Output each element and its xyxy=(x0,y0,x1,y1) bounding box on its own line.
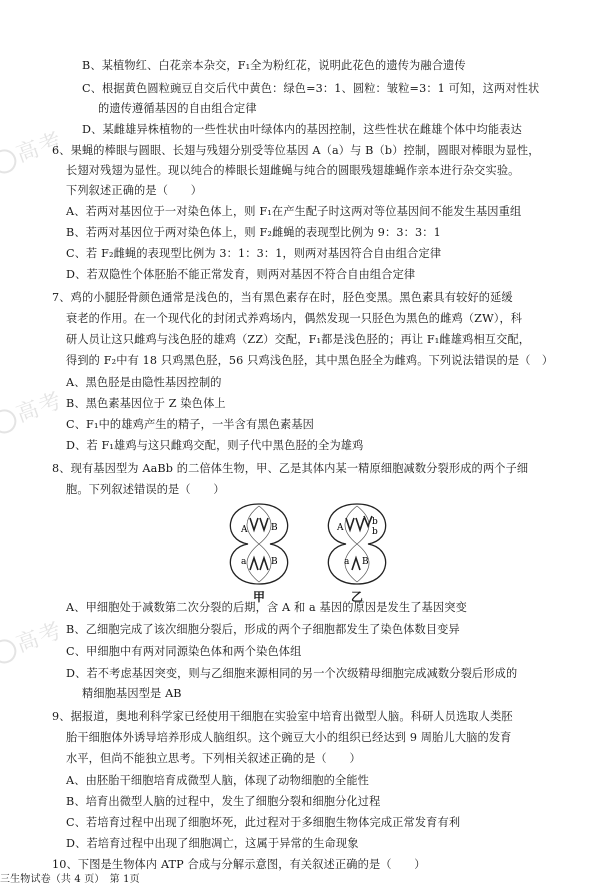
text-line: B、乙细胞完成了该次细胞分裂后，形成的两个子细胞都发生了染色体数目变异 xyxy=(66,623,460,636)
text-line: A、黑色胫是由隐性基因控制的 xyxy=(66,376,222,389)
text-line: 衰老的作用。在一个现代化的封闭式养鸡场内，偶然发现一只胫色为黑色的雌鸡（ZW），科 xyxy=(66,312,523,325)
text-line: 下列叙述正确的是（ ） xyxy=(66,184,203,197)
gene-label: a xyxy=(344,557,350,567)
text-line: B、黑色素基因位于 Z 染色体上 xyxy=(66,397,226,410)
gene-label: b xyxy=(372,517,378,527)
text-line: 的遗传遵循基因的自由组合定律 xyxy=(98,102,257,115)
cell-jia-label: 甲 xyxy=(253,590,266,604)
watermark-text: 高考 xyxy=(13,127,67,168)
cell-jia-drawing xyxy=(214,500,304,588)
text-line: D、若不考虑基因突变，则与乙细胞来源相同的另一个次级精母细胞完成减数分裂后形成的 xyxy=(66,667,518,680)
text-line: 得到的 F₂中有 18 只鸡黑色胫，56 只鸡浅色胫，其中黑色胫全为雌鸡。下列说法错误的是（ ） xyxy=(66,354,554,367)
gene-label: B xyxy=(362,557,369,567)
text-line: 研人员让这只雌鸡与浅色胫的雄鸡（ZZ）交配，F₁都是浅色胫的；再让 F₁雌雄鸡相互交配， xyxy=(66,333,531,346)
text-line: 精细胞基因型是 AB xyxy=(82,687,182,700)
text-line: C、若 F₂雌蝇的表现型比例为 3：1：3：1，则两对基因符合自由组合定律 xyxy=(66,247,442,260)
text-line: 胎干细胞体外诱导培养形成人脑组织。这个豌豆大小的组织已经达到 9 周胎儿大脑的发育 xyxy=(66,731,512,744)
watermark xyxy=(0,383,67,437)
text-line: D、若 F₁雄鸡与这只雌鸡交配，则子代中黑色胫的全为雄鸡 xyxy=(66,439,364,452)
text-line: D、若培育过程中出现了细胞凋亡，这属于异常的生命现象 xyxy=(66,837,359,850)
text-line: 7、鸡的小腿胫骨颜色通常是浅色的，当有黑色素存在时，胫色变黑。黑色素具有较好的延缓 xyxy=(52,291,513,304)
text-line: C、F₁中的雄鸡产生的精子，一半含有黑色素基因 xyxy=(66,418,315,431)
text-line: 长翅对残翅为显性。现以纯合的棒眼长翅雌蝇与纯合的圆眼残翅雄蝇作亲本进行杂交实验。 xyxy=(66,164,520,177)
text-line: C、根据黄色圆粒豌豆自交后代中黄色：绿色=3：1、圆粒：皱粒=3：1 可知，这两对性状 xyxy=(82,82,540,95)
gene-label: b xyxy=(372,527,378,537)
text-line: C、甲细胞中有两对同源染色体和两个染色体组 xyxy=(66,645,302,658)
watermark-text: 高考 xyxy=(13,617,67,658)
gene-label: a xyxy=(241,557,247,567)
text-line: 6、果蝇的棒眼与圆眼、长翅与残翅分别受等位基因 A（a）与 B（b）控制，圆眼对棒眼为显性， xyxy=(52,144,540,157)
text-line: 10、下图是生物体内 ATP 合成与分解示意图，有关叙述正确的是（ ） xyxy=(52,858,426,871)
text-line: C、若培育过程中出现了细胞坏死，此过程对于多细胞生物体完成正常发育有利 xyxy=(66,816,461,829)
text-line: A、甲细胞处于减数第二次分裂的后期，含 A 和 a 基因的原因是发生了基因突变 xyxy=(66,601,467,614)
cell-division-figure xyxy=(200,500,420,604)
text-line: A、若两对基因位于一对染色体上，则 F₁在产生配子时这两对等位基因间不能发生基因重组 xyxy=(66,205,522,218)
watermark xyxy=(0,613,67,667)
gene-label: A xyxy=(241,525,248,535)
gene-label: A xyxy=(337,523,344,533)
text-line: 8、现有基因型为 AaBb 的二倍体生物，甲、乙是其体内某一精原细胞减数分裂形成的两个子细 xyxy=(52,462,529,475)
text-line: 胞。下列叙述错误的是（ ） xyxy=(66,483,225,496)
gene-label: B xyxy=(271,523,278,533)
text-line: B、若两对基因位于两对染色体上，则 F₂雌蝇的表现型比例为 9：3：3：1 xyxy=(66,226,441,239)
cell-yi-label: 乙 xyxy=(351,590,364,604)
cell-yi-drawing xyxy=(312,500,402,588)
text-line: 9、据报道，奥地利科学家已经使用干细胞在实验室中培育出微型人脑。科研人员选取人类胚 xyxy=(52,710,513,723)
text-line: D、若双隐性个体胚胎不能正常发育，则两对基因不符合自由组合定律 xyxy=(66,268,416,281)
page-footer: 三生物试卷（共 4 页） 第 1页 xyxy=(0,874,140,885)
gene-label: B xyxy=(271,557,278,567)
watermark-text: 高考 xyxy=(13,387,67,428)
text-line: D、某雌雄异株植物的一些性状由叶绿体内的基因控制，这些性状在雌雄个体中均能表达 xyxy=(82,123,522,136)
text-line: B、某植物红、白花亲本杂交，F₁全为粉红花，说明此花色的遗传为融合遗传 xyxy=(82,59,466,72)
text-line: A、由胚胎干细胞培育成微型人脑，体现了动物细胞的全能性 xyxy=(66,774,370,787)
text-line: 水平，但尚不能独立思考。下列相关叙述正确的是（ ） xyxy=(66,752,361,765)
text-line: B、培育出微型人脑的过程中，发生了细胞分裂和细胞分化过程 xyxy=(66,795,381,808)
